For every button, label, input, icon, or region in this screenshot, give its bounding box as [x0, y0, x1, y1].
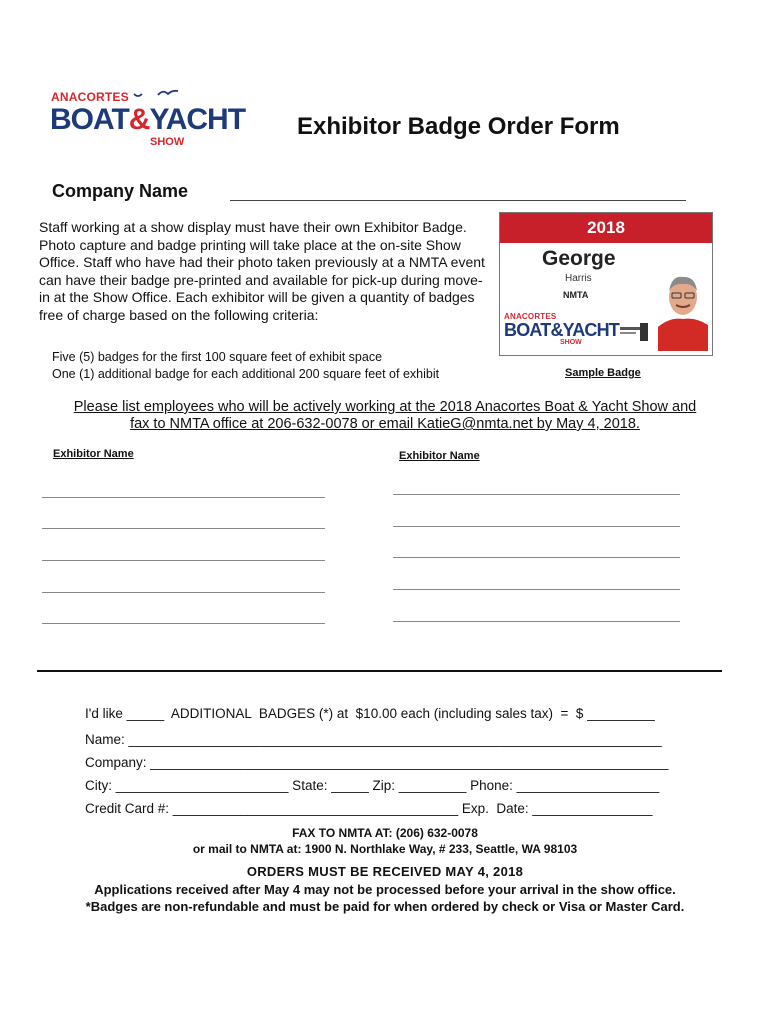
criteria-list: [52, 349, 439, 383]
show-logo: [50, 88, 246, 153]
badge-logo-top: ANACORTES: [504, 312, 557, 321]
sample-badge: [499, 212, 713, 356]
exhibitor-name-field[interactable]: [393, 557, 680, 558]
exhibitor-name-field[interactable]: [42, 560, 325, 561]
criteria-item: One (1) additional badge for each additional 200 square feet of exhibit: [52, 367, 440, 381]
exhibitor-name-field[interactable]: [393, 621, 680, 622]
credit-card-line[interactable]: Credit Card #: ______________________________________ Exp. Date: ________________: [85, 801, 653, 816]
late-policy: Applications received after May 4 may not be processed before your arrival in the show office.: [94, 882, 676, 897]
exhibitor-name-field[interactable]: [393, 494, 680, 495]
logo-ampersand: &: [128, 103, 150, 136]
exhibitor-name-header-right: Exhibitor Name: [399, 450, 480, 462]
company-name-field[interactable]: [230, 200, 686, 201]
seagull-icon: [132, 88, 180, 102]
logo-main-text: [50, 105, 245, 135]
badge-last-name: Harris: [565, 273, 592, 284]
logo-yacht: YACHT: [149, 103, 246, 136]
exhibitor-name-field[interactable]: [393, 589, 680, 590]
section-divider: [37, 670, 722, 672]
badge-org: NMTA: [563, 290, 589, 300]
logo-bottom-text: SHOW: [150, 136, 185, 148]
company-name-label: Company Name: [52, 181, 189, 201]
instructions-line: Please list employees who will be actively working at the 2018 Anacortes Boat & Yacht Show and: [73, 399, 697, 415]
mail-info: or mail to NMTA at: 1900 N. Northlake Way, # 233, Seattle, WA 98103: [192, 842, 578, 856]
logo-top-text: ANACORTES: [51, 90, 129, 104]
refund-policy: *Badges are non-refundable and must be paid for when ordered by check or Visa or Master Card.: [85, 899, 685, 914]
company-field[interactable]: Company: _____________________________________________________________________: [85, 755, 669, 770]
exhibitor-name-header-left: Exhibitor Name: [53, 448, 134, 460]
badge-logo: [504, 312, 619, 346]
page-title: Exhibitor Badge Order Form: [297, 113, 620, 140]
orders-deadline: ORDERS MUST BE RECEIVED MAY 4, 2018: [246, 864, 524, 879]
partner-logo-icon: [618, 317, 652, 343]
badge-logo-bottom: SHOW: [560, 339, 582, 346]
badge-photo: [658, 265, 708, 351]
badge-first-name: George: [542, 247, 616, 270]
fax-info: FAX TO NMTA AT: (206) 632-0078: [292, 826, 478, 840]
exhibitor-name-field[interactable]: [42, 497, 325, 498]
exhibitor-name-field[interactable]: [42, 592, 325, 593]
exhibitor-name-field[interactable]: [42, 623, 325, 624]
intro-paragraph: Staff working at a show display must have their own Exhibitor Badge. Photo capture and badge printing will take place at the on-site Show Office. Staff who have had their photo taken previously at a NMTA event can have their badge pre-printed and available for pick-up during move-in at the Show Office. Each exhibitor will be given a quantity of badges free of charge based on the following criteria:: [39, 219, 485, 323]
criteria-item: Five (5) badges for the first 100 square feet of exhibit space: [52, 350, 383, 364]
city-state-zip-phone-line[interactable]: City: _______________________ State: _____ Zip: _________ Phone: ___________________: [85, 778, 660, 793]
additional-badges-line[interactable]: I'd like _____ ADDITIONAL BADGES (*) at $10.00 each (including sales tax) = $ _________: [85, 706, 655, 721]
logo-boat: BOAT: [50, 103, 129, 136]
instructions-line: fax to NMTA office at 206-632-0078 or email KatieG@nmta.net by May 4, 2018.: [130, 416, 640, 432]
badge-year: 2018: [500, 213, 712, 243]
name-field[interactable]: Name: _______________________________________________________________________: [85, 732, 662, 747]
sample-badge-caption: Sample Badge: [565, 367, 641, 379]
badge-logo-main: BOAT&YACHT: [504, 320, 620, 340]
exhibitor-name-field[interactable]: [42, 528, 325, 529]
exhibitor-name-field[interactable]: [393, 526, 680, 527]
instructions: [0, 399, 770, 433]
